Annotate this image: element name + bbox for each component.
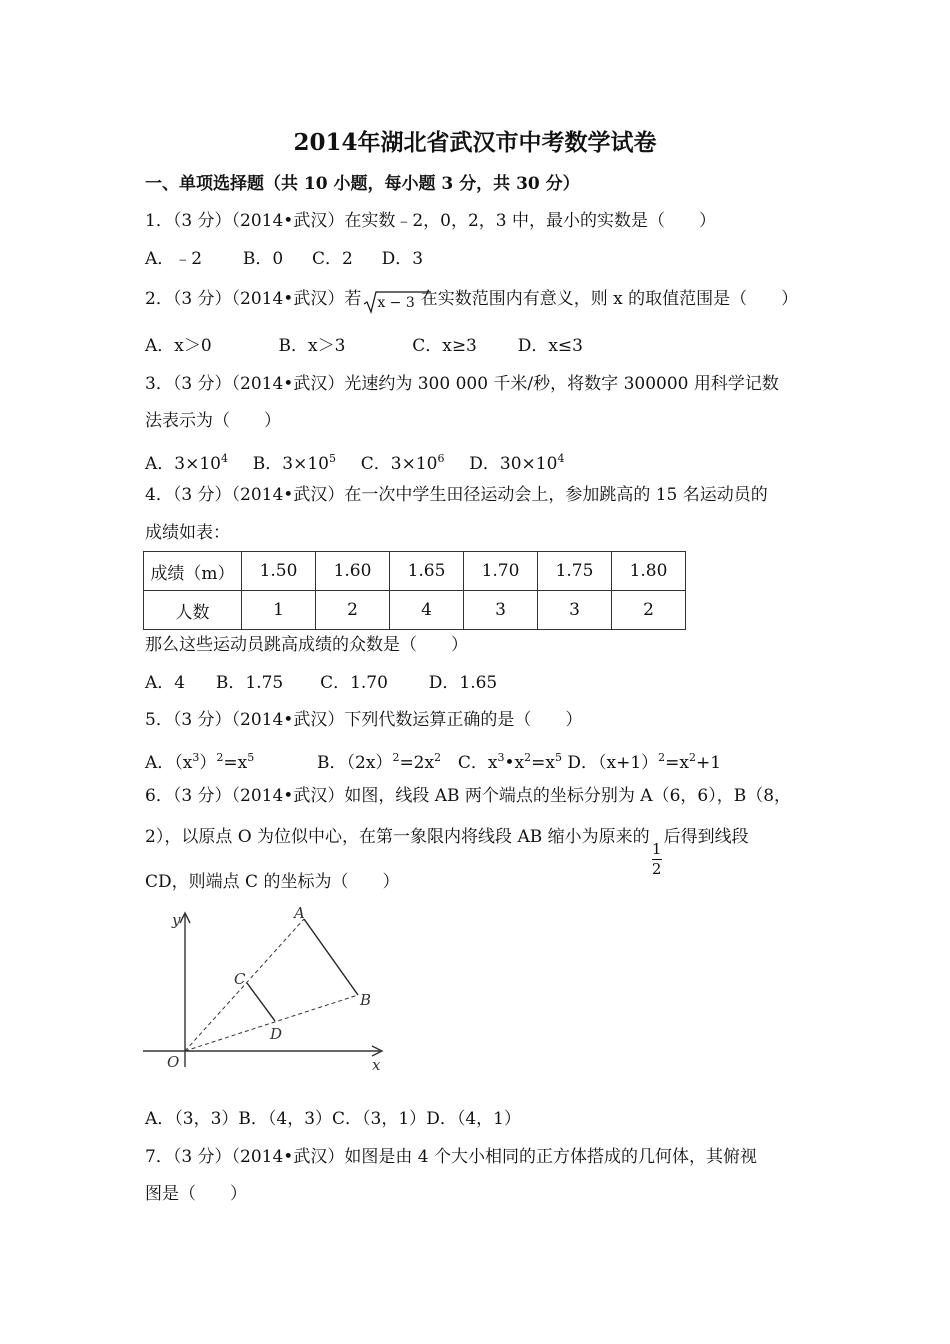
label-a: A <box>294 905 305 922</box>
label-x: x <box>372 1056 381 1070</box>
question-5-stem: 5．（3 分）（2014•武汉）下列代数运算正确的是（ ） <box>145 710 583 730</box>
q6-option-d: D．（4，1） <box>426 1109 521 1129</box>
q1-option-a: A．﹣2 <box>145 249 203 269</box>
question-4-stem-line2: 成绩如表： <box>145 523 230 543</box>
q6-stem-post: 后得到线段 <box>663 827 749 847</box>
q3-option-b: B．$3\times 10^5$ <box>252 452 336 474</box>
coordinate-figure <box>140 905 390 1070</box>
q3-option-c: C．$3\times 10^6$ <box>360 452 445 474</box>
q1-option-c: C．2 <box>312 249 353 269</box>
question-6-stem-line1: 6．（3 分）（2014•武汉）如图，线段 AB 两个端点的坐标分别为 A（6，6），B（8， <box>145 786 792 806</box>
label-o: O <box>167 1053 180 1070</box>
q6-stem-pre: 2），以原点 O 为位似中心，在第一象限内将线段 AB 缩小为原来的 <box>145 827 650 847</box>
label-c: C <box>234 970 246 988</box>
q4-option-b: B．1.75 <box>215 673 284 693</box>
table-cell: 1.65 <box>390 552 464 591</box>
question-7-stem-line2: 图是（ ） <box>145 1184 247 1204</box>
q6-option-c: C．（3，1） <box>332 1109 427 1129</box>
table-cell: 2 <box>316 591 390 630</box>
question-1-stem: 1．（3 分）（2014•武汉）在实数﹣2，0，2，3 中，最小的实数是（ ） <box>145 211 716 231</box>
table-cell: 1.60 <box>316 552 390 591</box>
fraction-one-half: $\frac{1}{2}$ <box>651 840 662 878</box>
table-row-header: 人数 <box>144 591 242 630</box>
q5-option-d: D．$(x+1)^2=x^2+1$ <box>567 751 722 773</box>
label-d: D <box>270 1025 283 1043</box>
table-cell: 1.80 <box>612 552 686 591</box>
q6-option-a: A．（3，3） <box>145 1109 239 1129</box>
page-title: 2014年湖北省武汉市中考数学试卷 <box>293 129 657 156</box>
segment-ab <box>304 919 358 995</box>
q2-option-c: C．x≥3 <box>412 336 477 356</box>
question-4-stem-line1: 4．（3 分）（2014•武汉）在一次中学生田径运动会上，参加跳高的 15 名运动员的 <box>145 485 768 505</box>
q2-option-a: A．x＞0 <box>145 336 212 356</box>
q3-option-a: A．$3\times 10^4$ <box>145 452 228 474</box>
q1-option-d: D．3 <box>381 249 424 269</box>
table-cell: 3 <box>538 591 612 630</box>
table-cell: 1 <box>242 591 316 630</box>
table-row <box>144 552 686 591</box>
segment-cd <box>247 983 275 1021</box>
q2-stem-pre: 2．（3 分）（2014•武汉）若 <box>145 289 362 309</box>
question-2-options <box>145 334 583 358</box>
q2-stem-post: 在实数范围内有意义，则 x 的取值范围是（ ） <box>420 289 799 309</box>
q2-option-d: D．x≤3 <box>517 336 583 356</box>
question-4-stem-line3: 那么这些运动员跳高成绩的众数是（ ） <box>145 635 468 655</box>
question-3-stem-line2: 法表示为（ ） <box>145 411 281 431</box>
question-2-stem <box>145 287 798 312</box>
table-cell: 4 <box>390 591 464 630</box>
q4-option-c: C．1.70 <box>320 673 388 693</box>
question-5-options <box>145 746 721 775</box>
scores-table <box>143 551 686 630</box>
section-heading: 一、单项选择题（共 10 小题，每小题 3 分，共 30 分） <box>145 174 580 194</box>
table-cell: 1.70 <box>464 552 538 591</box>
question-7-stem-line1: 7．（3 分）（2014•武汉）如图是由 4 个大小相同的正方体搭成的几何体，其俯视 <box>145 1147 757 1167</box>
table-cell: 1.75 <box>538 552 612 591</box>
table-row-header: 成绩（m） <box>144 552 242 591</box>
q3-option-d: D．$30\times 10^4$ <box>469 452 565 474</box>
q6-option-b: B．（4，3） <box>238 1109 333 1129</box>
table-cell: 2 <box>612 591 686 630</box>
sqrt-expression <box>363 294 418 312</box>
question-4-options <box>145 671 497 695</box>
table-cell: 3 <box>464 591 538 630</box>
question-1-options <box>145 247 423 271</box>
q2-option-b: B．x＞3 <box>278 336 346 356</box>
table-row <box>144 591 686 630</box>
q2-radicand: x − 3 <box>377 295 415 311</box>
q1-option-b: B．0 <box>242 249 284 269</box>
q4-option-a: A．4 <box>145 673 186 693</box>
q5-option-b: B．$(2x)^2=2x^2$ <box>317 751 442 773</box>
label-y: y <box>172 911 181 929</box>
question-6-options <box>145 1107 521 1131</box>
table-cell: 1.50 <box>242 552 316 591</box>
q5-option-a: A．$(x^3)^2=x^5$ <box>145 751 255 773</box>
label-b: B <box>360 991 372 1009</box>
question-6-stem-line3: CD，则端点 C 的坐标为（ ） <box>145 872 400 892</box>
question-3-stem-line1: 3．（3 分）（2014•武汉）光速约为 300 000 千米/秒，将数字 300000 用科学记数 <box>145 374 779 394</box>
q4-option-d: D．1.65 <box>428 673 498 693</box>
q5-option-c: C．$x^3•x^2=x^5$ <box>457 751 562 773</box>
question-3-options <box>145 447 564 476</box>
